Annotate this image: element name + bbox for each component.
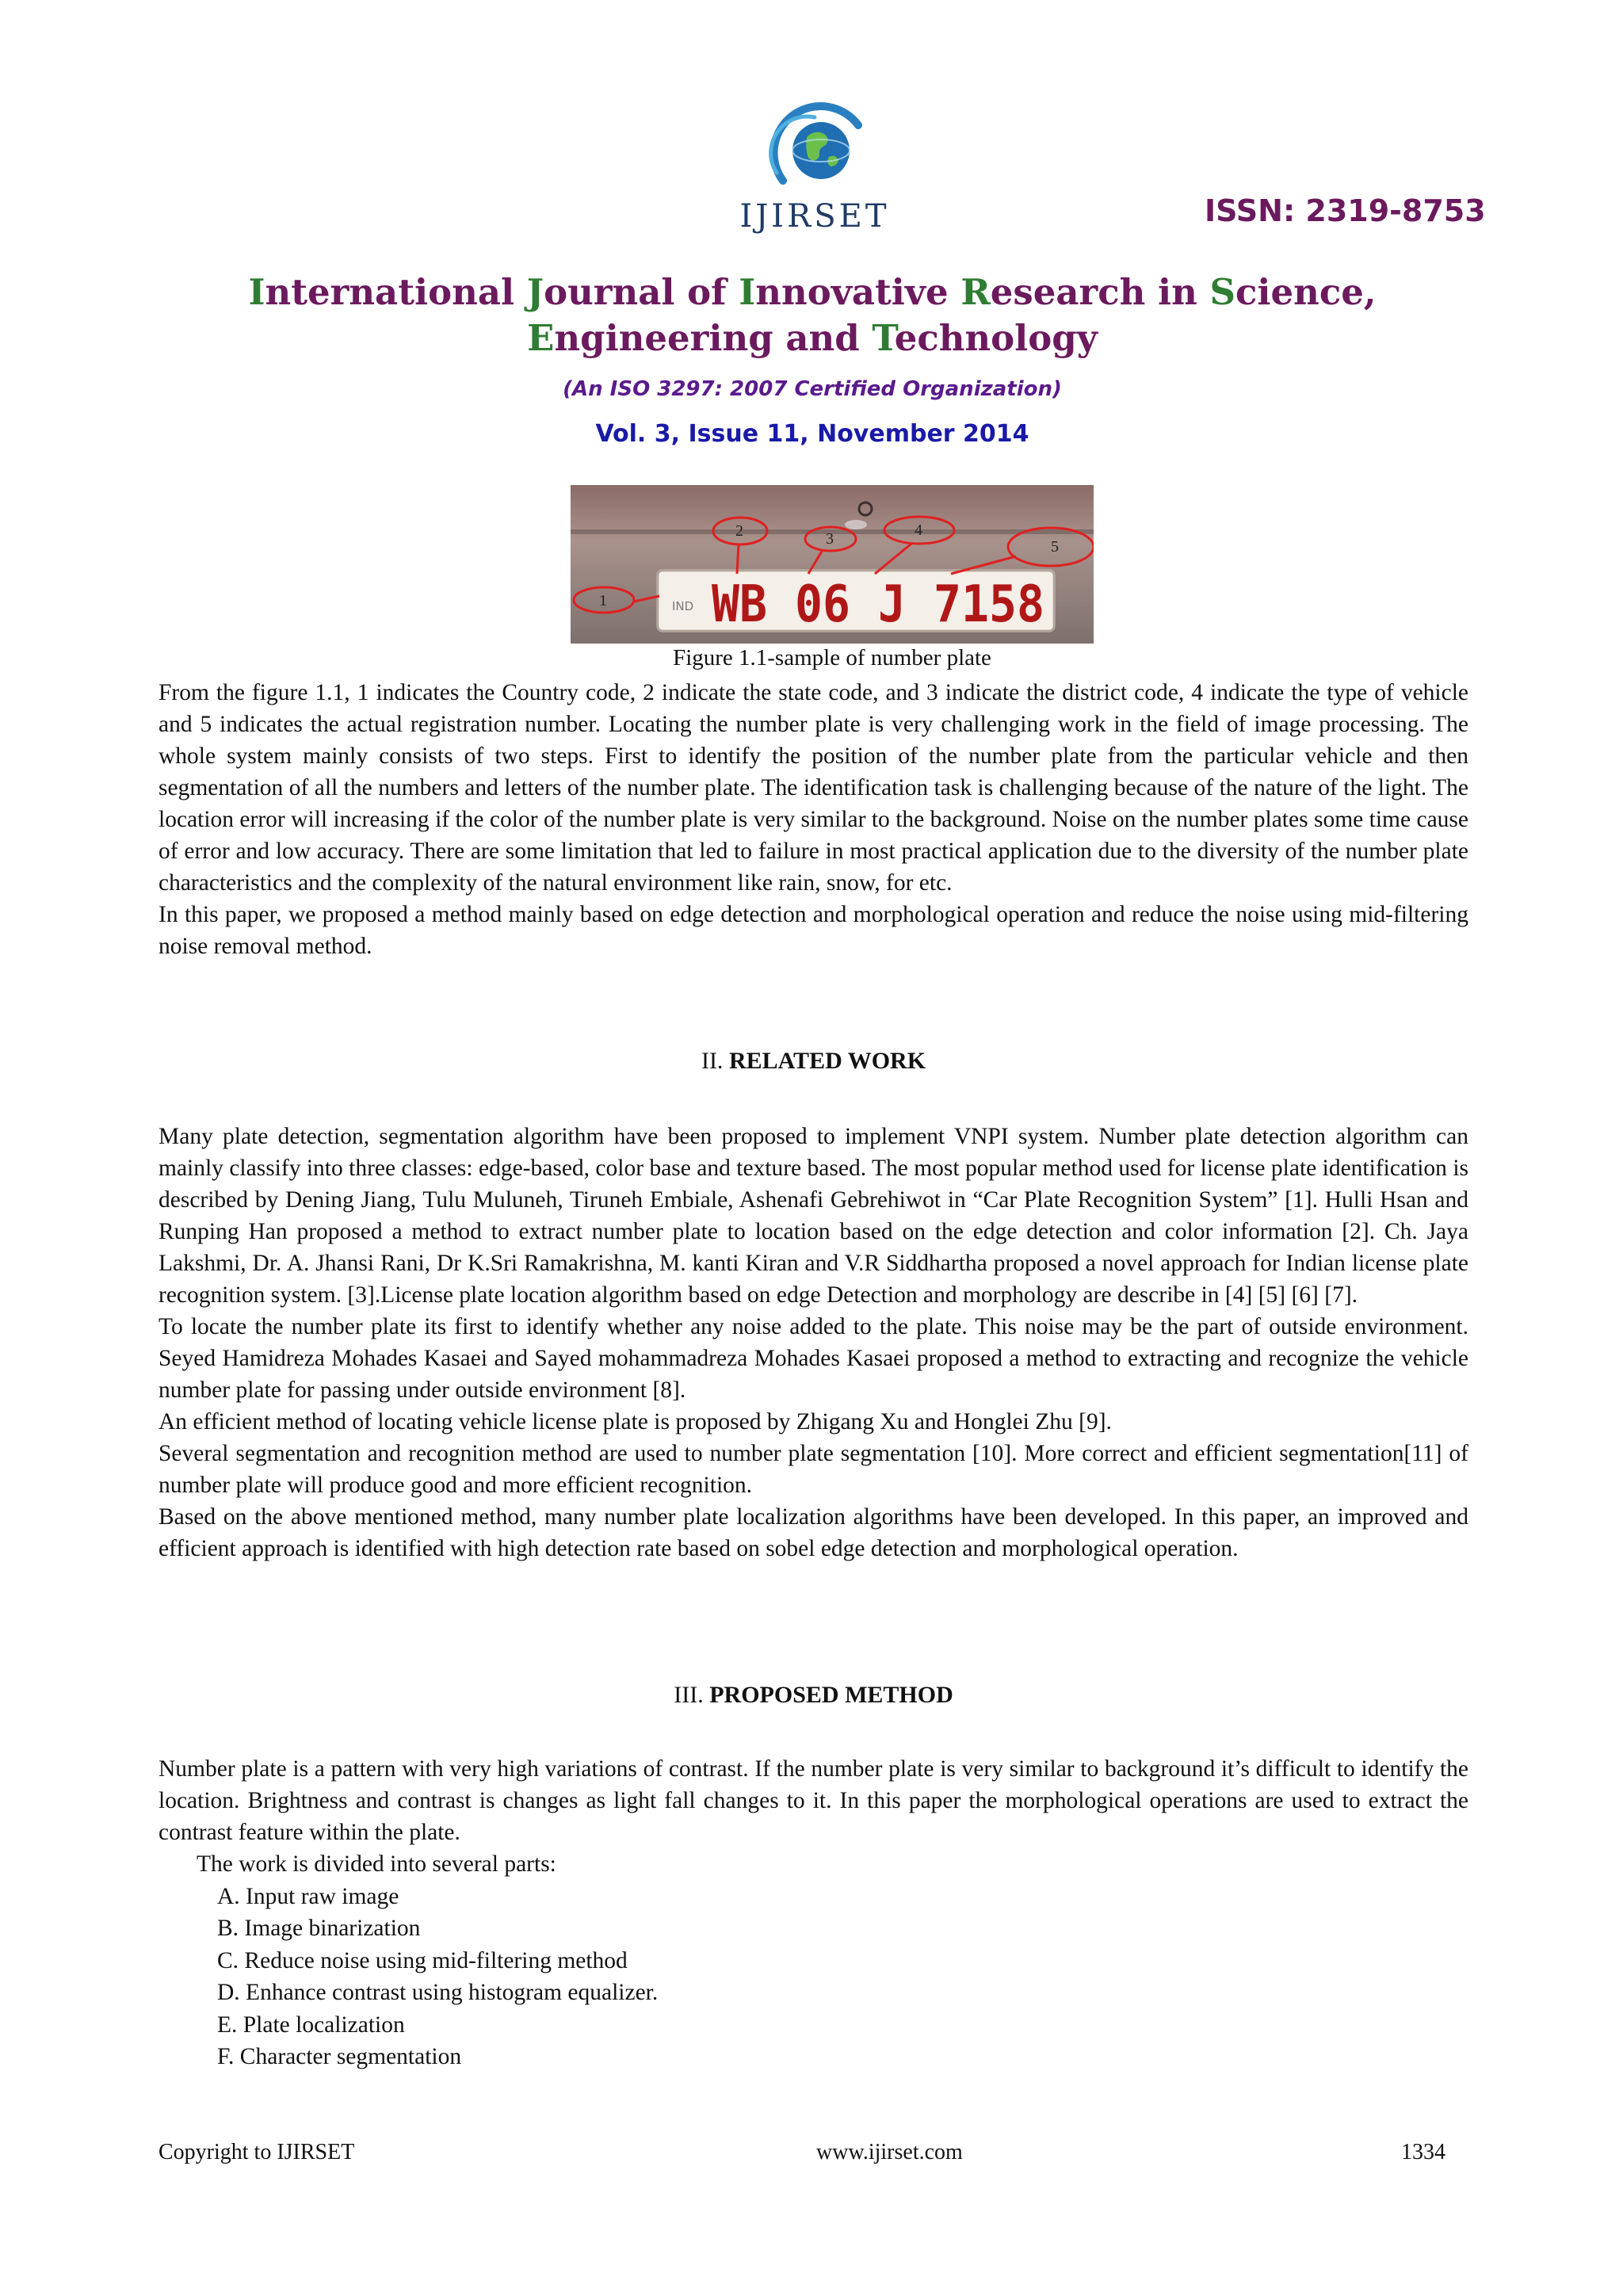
- iso-certification: (An ISO 3297: 2007 Certified Organization): [563, 377, 1062, 401]
- journal-title: [158, 269, 1466, 361]
- plate-country-code: IND: [672, 599, 694, 613]
- marker-label-4: 4: [915, 521, 922, 539]
- list-item: A. Input raw image: [217, 1883, 399, 1909]
- proposed-method-paragraph-1: Number plate is a pattern with very high variations of contrast. If the number plate is very similar to background it’s difficult to identify the location. Brightness and contrast is changes as light fall changes to it. In this paper the morphological operations are used to extract the contrast feature within the plate.: [158, 1756, 1468, 1845]
- intro-paragraph-2: In this paper, we proposed a method mainly based on edge detection and morphological operation and reduce the noise using mid-filtering noise removal method.: [158, 902, 1468, 959]
- section-number: III.: [674, 1682, 704, 1708]
- section-number: II.: [701, 1048, 724, 1074]
- related-work-paragraph-5: Based on the above mentioned method, many number plate localization algorithms have been developed. In this paper, an improved and efficient approach is identified with high detection rate based on sobel edge detection and morphological operation.: [158, 1504, 1468, 1561]
- intro-paragraph-1: From the figure 1.1, 1 indicates the Country code, 2 indicate the state code, and 3 indicate the district code, 4 indicate the type of vehicle and 5 indicates the actual registration number. Locating the number plate is very challenging work in the field of image processing. The whole system mainly consists of two steps. First to identify the position of the number plate from the particular vehicle and then segmentation of all the numbers and letters of the number plate. The identification task is challenging because of the nature of the light. The location error will increasing if the color of the number plate is very similar to the background. Noise on the number plates some time cause of error and low accuracy. There are some limitation that led to failure in most practical application due to the diversity of the number plate characteristics and the complexity of the natural environment like rain, snow, for etc.: [158, 680, 1468, 896]
- list-item: E. Plate localization: [217, 2011, 405, 2038]
- journal-title-line2: Engineering and Technology: [527, 317, 1098, 359]
- logo-wordmark: IJIRSET: [739, 198, 890, 235]
- list-item: C. Reduce noise using mid-filtering method: [217, 1947, 628, 1973]
- marker-label-5: 5: [1051, 538, 1059, 556]
- parts-list: [197, 1848, 658, 2073]
- issn-number: ISSN: 2319-8753: [1205, 193, 1486, 228]
- list-intro: The work is divided into several parts:: [197, 1851, 556, 1877]
- footer-page-number: 1334: [1401, 2140, 1445, 2164]
- list-item: F. Character segmentation: [217, 2044, 462, 2069]
- volume-issue: Vol. 3, Issue 11, November 2014: [595, 420, 1029, 448]
- journal-title-line1: International Journal of Innovative Research in Science,: [248, 271, 1377, 313]
- marker-label-1: 1: [599, 592, 607, 609]
- related-work-paragraph-1: Many plate detection, segmentation algorithm have been proposed to implement VNPI system. Number plate detection algorithm can mainly classify into three classes: edge-based, color base and texture based. The most popular method used for license plate identification is described by Dening Jiang, Tulu Muluneh, Tiruneh Embiale, Ashenafi Gebrehiwot in “Car Plate Recognition System” [1]. Hulli Hsan and Runping Han proposed a method to extract number plate to location based on the edge detection and color information [2]. Ch. Jaya Lakshmi, Dr. A. Jhansi Rani, Dr K.Sri Ramakrishna, M. kanti Kiran and V.R Siddhartha proposed a novel approach for Indian license plate recognition system. [3].License plate location algorithm based on edge Detection and morphology are describe in [4] [5] [6] [7].: [158, 1124, 1468, 1308]
- related-work-paragraph-2: To locate the number plate its first to identify whether any noise added to the plate. This noise may be the part of outside environment. Seyed Hamidreza Mohades Kasaei and Sayed mohammadreza Mohades Kasaei proposed a method to extracting and recognize the vehicle number plate for passing under outside environment [8].: [158, 1314, 1468, 1403]
- plate-registration-text: WB 06 J 7158: [712, 575, 1044, 634]
- section-heading-proposed-method: [158, 1682, 1468, 1709]
- section-heading-related-work: [158, 1048, 1468, 1075]
- list-item: B. Image binarization: [217, 1916, 421, 1941]
- list-item: D. Enhance contrast using histogram equalizer.: [217, 1980, 659, 2005]
- figure-caption: Figure 1.1-sample of number plate: [673, 645, 991, 670]
- marker-label-2: 2: [735, 522, 743, 540]
- footer-copyright: Copyright to IJIRSET: [158, 2140, 355, 2164]
- section-title: PROPOSED METHOD: [709, 1682, 953, 1708]
- related-work-text: [158, 1121, 1468, 1564]
- proposed-method-text: [158, 1753, 1468, 1848]
- marker-label-3: 3: [826, 530, 834, 548]
- number-plate-figure: [571, 485, 1094, 644]
- related-work-paragraph-3: An efficient method of locating vehicle license plate is proposed by Zhigang Xu and Honglei Zhu [9].: [158, 1409, 1112, 1435]
- section-title: RELATED WORK: [728, 1048, 926, 1074]
- footer-website: www.ijirset.com: [816, 2140, 963, 2164]
- intro-text: [158, 677, 1468, 962]
- related-work-paragraph-4: Several segmentation and recognition method are used to number plate segmentation [10]. More correct and efficient segmentation[11] of number plate will produce good and more efficient recognition.: [158, 1441, 1468, 1498]
